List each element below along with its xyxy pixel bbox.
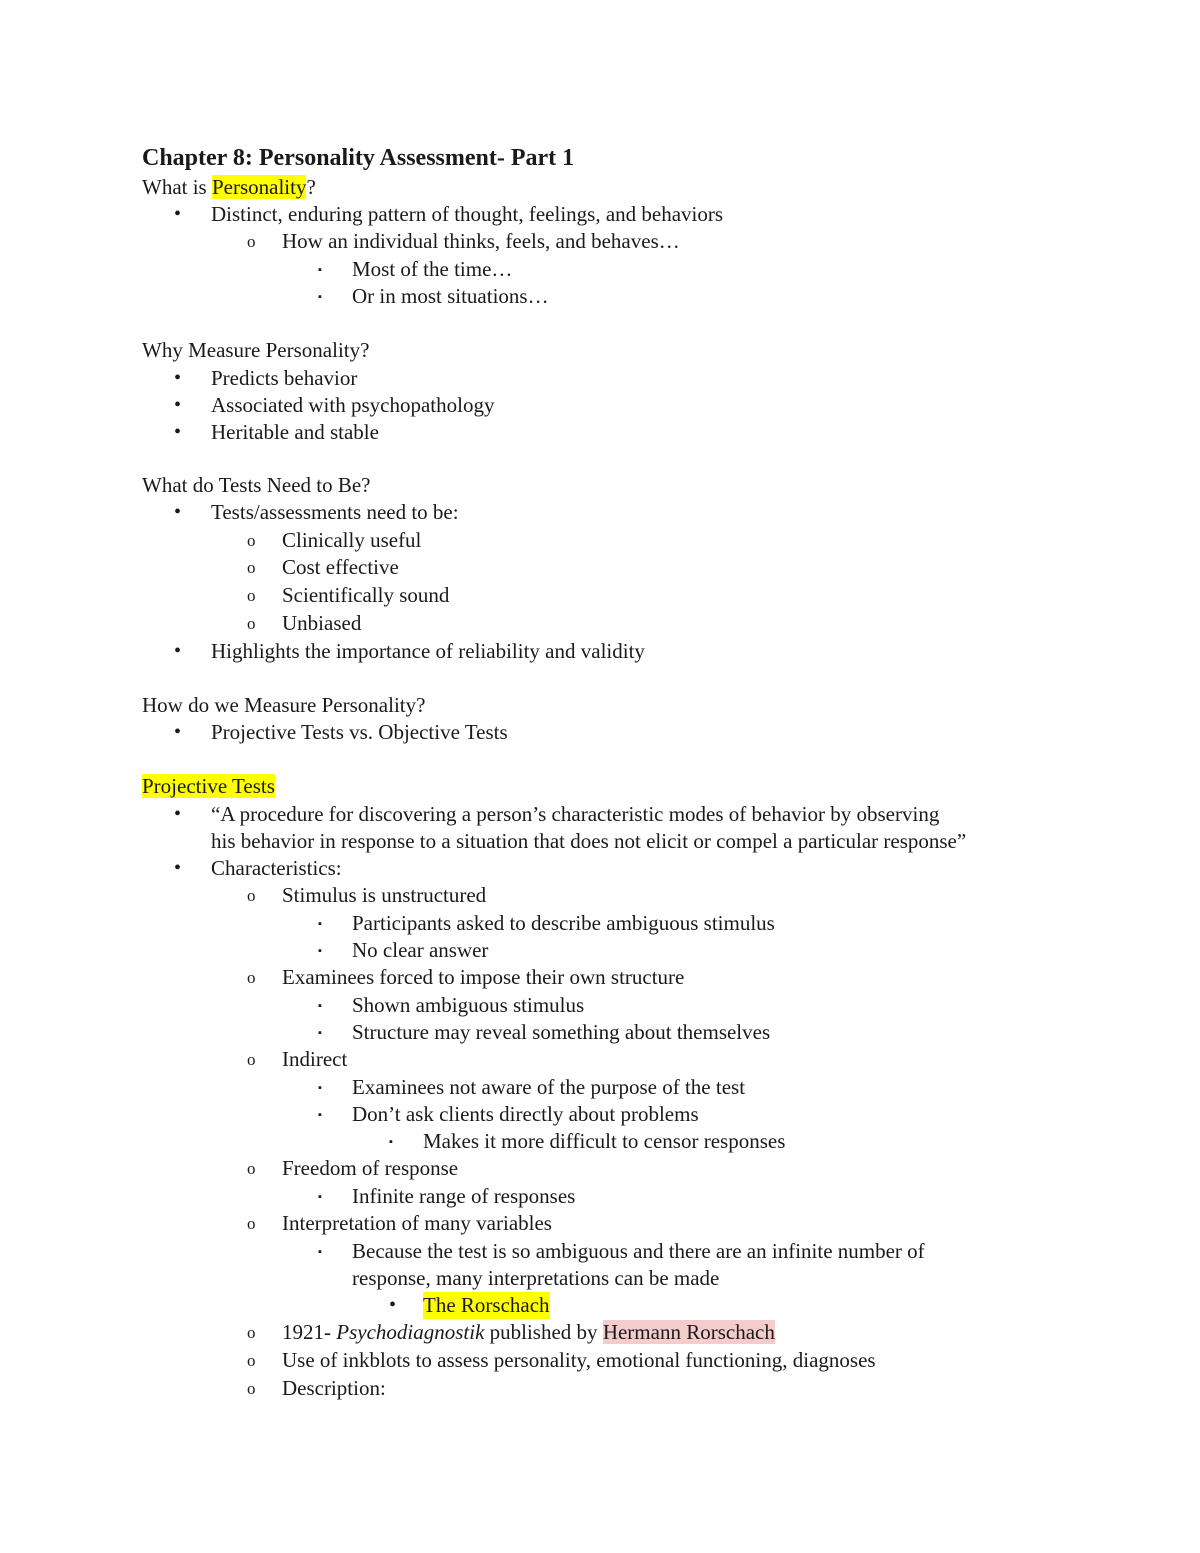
bullet-marker: • xyxy=(174,721,182,743)
list-item-text: Examinees not aware of the purpose of the test xyxy=(352,1075,746,1099)
list-item-text: Most of the time… xyxy=(352,257,513,281)
square-marker: ▪ xyxy=(318,1082,322,1094)
highlighted-term: Personality xyxy=(211,175,307,199)
heading-tests-need: What do Tests Need to Be? xyxy=(142,473,371,497)
list-item-text: Scientifically sound xyxy=(282,583,450,607)
highlighted-author: Hermann Rorschach xyxy=(602,1320,775,1344)
square-marker: ▪ xyxy=(318,945,322,957)
book-title: Psychodiagnostik xyxy=(336,1320,485,1344)
list-item-text: Clinically useful xyxy=(282,528,422,552)
circle-marker: o xyxy=(247,586,256,605)
list-item-text: Characteristics: xyxy=(211,856,342,880)
square-marker: ▪ xyxy=(318,291,322,303)
square-marker: ▪ xyxy=(389,1136,393,1148)
list-item-text: Highlights the importance of reliability and validity xyxy=(211,639,645,663)
list-item-text: Indirect xyxy=(282,1047,348,1071)
circle-marker: o xyxy=(247,1214,256,1233)
heading-text: What is xyxy=(142,175,212,199)
heading-what-is-personality xyxy=(142,174,316,201)
circle-marker: o xyxy=(247,558,256,577)
list-item-text: Projective Tests vs. Objective Tests xyxy=(211,720,508,744)
heading-text-end: ? xyxy=(306,175,316,199)
square-marker: ▪ xyxy=(318,1027,322,1039)
list-item-text: Makes it more difficult to censor responses xyxy=(423,1129,786,1153)
list-item-text: Heritable and stable xyxy=(211,420,379,444)
year-prefix: 1921- xyxy=(282,1320,337,1344)
list-item-text: Examinees forced to impose their own structure xyxy=(282,965,685,989)
heading-how-measure: How do we Measure Personality? xyxy=(142,693,426,717)
circle-marker: o xyxy=(247,1351,256,1370)
list-item-text: Or in most situations… xyxy=(352,284,549,308)
list-item-text xyxy=(282,1319,775,1346)
circle-marker: o xyxy=(247,531,256,550)
square-marker: ▪ xyxy=(318,264,322,276)
list-item-text: Predicts behavior xyxy=(211,366,358,390)
list-item-text: Description: xyxy=(282,1376,386,1400)
bullet-marker: • xyxy=(174,640,182,662)
bullet-marker: • xyxy=(174,501,182,523)
circle-marker: o xyxy=(247,1159,256,1178)
list-item-text: How an individual thinks, feels, and behaves… xyxy=(282,229,680,253)
list-item-text: Cost effective xyxy=(282,555,399,579)
bullet-marker: • xyxy=(174,857,182,879)
page-title: Chapter 8: Personality Assessment- Part 1 xyxy=(142,145,575,171)
published-by: published by xyxy=(484,1320,603,1344)
square-marker: ▪ xyxy=(318,1246,322,1258)
list-item-text: Associated with psychopathology xyxy=(211,393,495,417)
list-item-text: No clear answer xyxy=(352,938,489,962)
list-item-text: Infinite range of responses xyxy=(352,1184,576,1208)
square-marker: ▪ xyxy=(318,1191,322,1203)
square-marker: ▪ xyxy=(318,1000,322,1012)
list-item-text: Shown ambiguous stimulus xyxy=(352,993,585,1017)
list-item-text: Participants asked to describe ambiguous stimulus xyxy=(352,911,775,935)
list-item-text: Because the test is so ambiguous and there are an infinite number of xyxy=(352,1239,925,1263)
bullet-marker: • xyxy=(174,394,182,416)
quote-text-continued: his behavior in response to a situation that does not elicit or compel a particular response” xyxy=(211,829,967,853)
highlighted-item: The Rorschach xyxy=(423,1293,550,1317)
highlighted-heading: Projective Tests xyxy=(142,774,275,798)
circle-marker: o xyxy=(247,968,256,987)
bullet-marker: • xyxy=(389,1294,397,1316)
circle-marker: o xyxy=(247,232,256,251)
circle-marker: o xyxy=(247,1379,256,1398)
heading-why-measure: Why Measure Personality? xyxy=(142,338,370,362)
list-item-text: Use of inkblots to assess personality, emotional functioning, diagnoses xyxy=(282,1348,876,1372)
circle-marker: o xyxy=(247,1323,256,1342)
heading-projective-tests xyxy=(142,773,275,800)
circle-marker: o xyxy=(247,1050,256,1069)
bullet-marker: • xyxy=(174,203,182,225)
list-item-text: Don’t ask clients directly about problems xyxy=(352,1102,699,1126)
list-item-text: Freedom of response xyxy=(282,1156,459,1180)
bullet-marker: • xyxy=(174,367,182,389)
circle-marker: o xyxy=(247,886,256,905)
circle-marker: o xyxy=(247,614,256,633)
bullet-marker: • xyxy=(174,803,182,825)
bullet-marker: • xyxy=(174,421,182,443)
list-item-text: Tests/assessments need to be: xyxy=(211,500,459,524)
quote-text: “A procedure for discovering a person’s characteristic modes of behavior by observing xyxy=(211,802,940,826)
square-marker: ▪ xyxy=(318,1109,322,1121)
list-item-text: Unbiased xyxy=(282,611,362,635)
list-item-text: Interpretation of many variables xyxy=(282,1211,552,1235)
list-item-text: Distinct, enduring pattern of thought, feelings, and behaviors xyxy=(211,202,724,226)
list-item-text: Stimulus is unstructured xyxy=(282,883,487,907)
list-item-text: Structure may reveal something about themselves xyxy=(352,1020,771,1044)
list-item-text-continued: response, many interpretations can be made xyxy=(352,1266,720,1290)
square-marker: ▪ xyxy=(318,918,322,930)
